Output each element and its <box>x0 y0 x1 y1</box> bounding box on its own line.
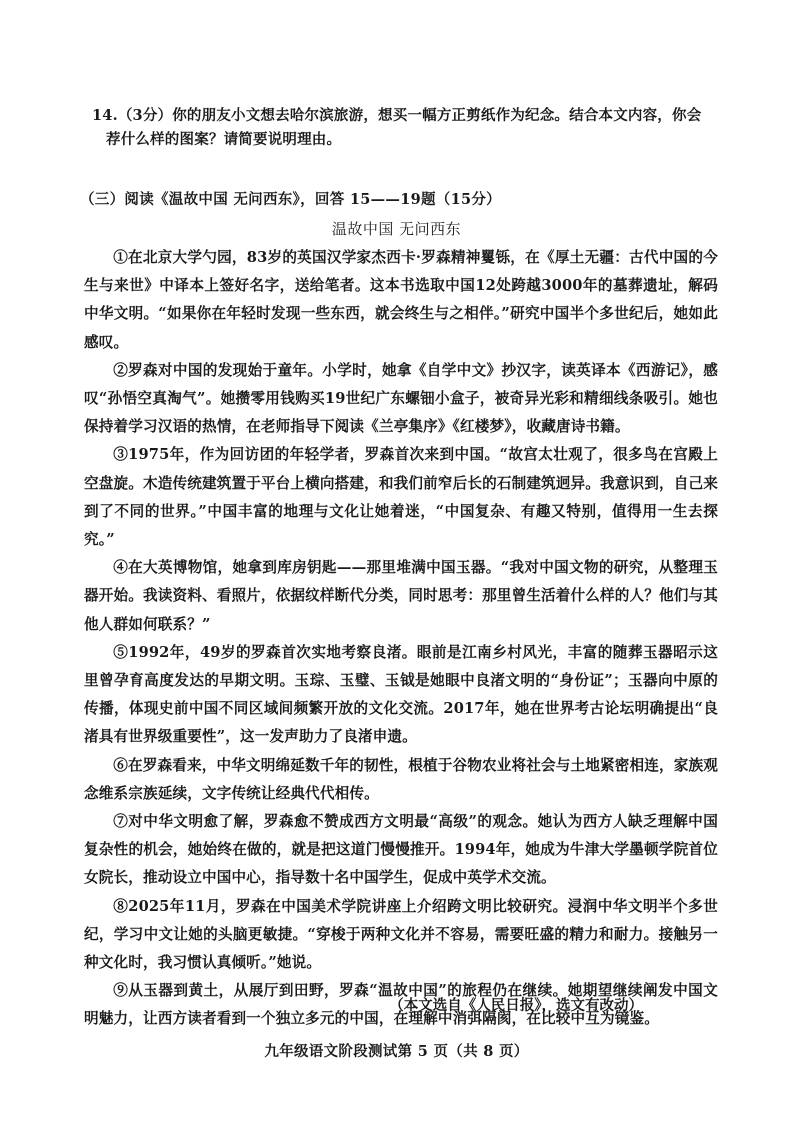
article-paragraph-5: ⑤1992年，49岁的罗森首次实地考察良渚。眼前是江南乡村风光，丰富的随葬玉器昭示这里曾孕育高度发达的早期文明。玉琮、玉璧、玉钺是她眼中良渚文明的“身份证”；玉器向中原的传播，体现史前中国不同区域间频繁开放的文化交流。2017年，她在世界考古论坛明确提出“良渚具有世界级重要性”，这一发声助力了良渚申遗。 <box>84 643 718 746</box>
article-title: 温故中国 无问西东 <box>331 220 462 238</box>
article-paragraph-9: ⑨从玉器到黄土，从展厅到田野，罗森“温故中国”的旅程仍在继续。她期望继续阐发中国文明魅力，让西方读者看到一个独立多元的中国，在理解中消弭隔阂，在比较中互为镜鉴。 <box>84 982 718 1028</box>
section-3-heading: （三）阅读《温故中国 无问西东》，回答 15——19题（15分） <box>80 191 501 208</box>
article-paragraph-6: ⑥在罗森看来，中华文明绵延数千年的韧性，根植于谷物农业将社会与土地紧密相连，家族观念维系宗族延续，文字传统让经典代代相传。 <box>84 756 718 802</box>
article-body <box>84 244 718 1034</box>
question-14-line-2: 荐什么样的图案？请简要说明理由。 <box>106 131 342 148</box>
page-footer: 九年级语文阶段测试第 5 页（共 8 页） <box>264 1043 529 1060</box>
article-paragraph-4: ④在大英博物馆，她拿到库房钥匙——那里堆满中国玉器。“我对中国文物的研究，从整理玉器开始。我读资料、看照片，依据纹样断代分类，同时思考：那里曾生活着什么样的人？他们与其他人群如何联系？” <box>84 559 718 633</box>
question-14-line-1: 14.（3分）你的朋友小文想去哈尔滨旅游，想买一幅方正剪纸作为纪念。结合本文内容，你会 <box>92 107 702 124</box>
article-paragraph-3: ③1975年，作为回访团的年轻学者，罗森首次来到中国。“故宫太壮观了，很多鸟在宫殿上空盘旋。木造传统建筑置于平台上横向搭建，和我们前窄后长的石制建筑迥异。我意识到，自己来到了不同的世界。”中国丰富的地理与文化让她着迷，“中国复杂、有趣又特别，值得用一生去探究。” <box>84 446 718 549</box>
article-paragraph-7: ⑦对中华文明愈了解，罗森愈不赞成西方文明最“高级”的观念。她认为西方人缺乏理解中国复杂性的机会，她始终在做的，就是把这道门慢慢推开。1994年，她成为牛津大学墨顿学院首位女院长，推动设立中国中心，指导数十名中国学生，促成中英学术交流。 <box>84 813 718 887</box>
article-paragraph-8: ⑧2025年11月，罗森在中国美术学院讲座上介绍跨文明比较研究。浸润中华文明半个多世纪，学习中文让她的头脑更敏捷。“穿梭于两种文化并不容易，需要旺盛的精力和耐力。接触另一种文化时，我习惯认真倾听。”她说。 <box>84 897 718 972</box>
article-source: （本文选自《人民日报》，选文有改动） <box>389 997 643 1014</box>
question-14 <box>92 104 732 152</box>
article-paragraph-2: ②罗森对中国的发现始于童年。小学时，她拿《自学中文》抄汉字，读英译本《西游记》，感叹“孙悟空真淘气”。她攒零用钱购买19世纪广东螺钿小盒子，被奇异光彩和精细线条吸引。她也保持着学习汉语的热情，在老师指导下阅读《兰亭集序》《红楼梦》，收藏唐诗书籍。 <box>84 361 718 436</box>
article-paragraph-1: ①在北京大学勺园，83岁的英国汉学家杰西卡·罗森精神矍铄，在《厚土无疆：古代中国的今生与来世》中译本上签好名字，送给笔者。这本书选取中国12处跨越3000年的墓葬遗址，解码中华文明。“如果你在年轻时发现一些东西，就会终生与之相伴。”研究中国半个多世纪后，她如此感叹。 <box>84 249 718 351</box>
